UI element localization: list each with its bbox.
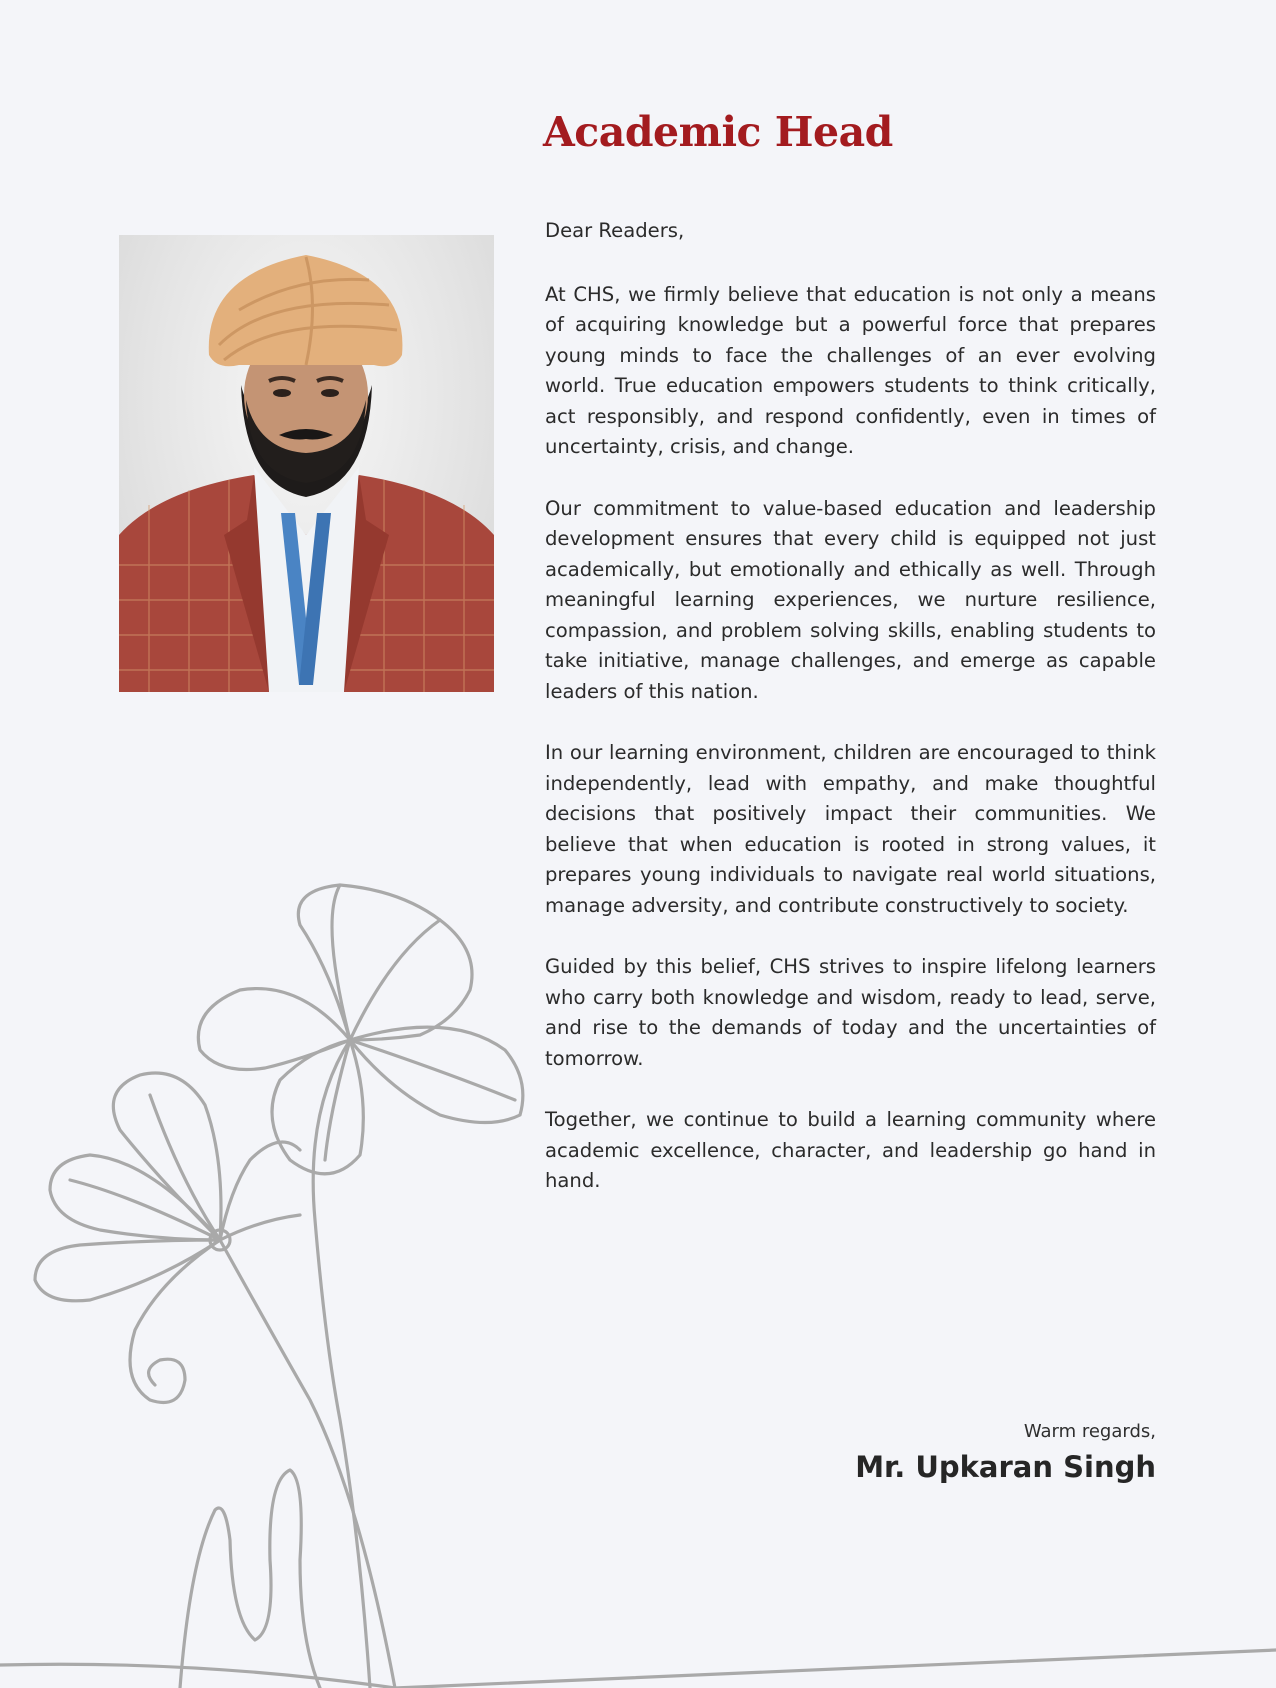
portrait-photo: [119, 235, 494, 692]
letter-salutation: Dear Readers,: [545, 219, 685, 242]
letter-paragraph: Together, we continue to build a learning community where academic excellence, character, and leadership go hand in hand.: [545, 1108, 1156, 1192]
signature-block: [855, 1419, 1156, 1487]
page-title: Academic Head: [543, 108, 893, 156]
letter-paragraph: Our commitment to value-based education and leadership development ensures that every child is equipped not just academically, but emotionally and ethically as well. Through meaningful learning experiences, we nurture resilience, compassion, and problem solving skills, enabling students to take initiative, manage challenges, and emerge as capable leaders of this nation.: [545, 496, 1156, 703]
letter-body: [545, 216, 1156, 1228]
closing-text: Warm regards,: [1023, 1421, 1156, 1442]
letter-paragraph: Guided by this belief, CHS strives to inspire lifelong learners who carry both knowledge and wisdom, ready to lead, serve, and rise to the demands of today and the uncertainties of tomorrow.: [545, 955, 1156, 1070]
letter-paragraph: At CHS, we firmly believe that education is not only a means of acquiring knowledge but a powerful force that prepares young minds to face the challenges of an ever evolving world. True education empowers students to think critically, act responsibly, and respond confidently, even in times of uncertainty, crisis, and change.: [545, 282, 1156, 458]
signer-name: Mr. Upkaran Singh: [855, 1450, 1156, 1484]
letter-paragraph: In our learning environment, children are encouraged to think independently, lead with empathy, and make thoughtful decisions that positively impact their communities. We believe that when education is rooted in strong values, it prepares young individuals to navigate real world situations, manage adversity, and contribute constructively to society.: [545, 741, 1156, 917]
